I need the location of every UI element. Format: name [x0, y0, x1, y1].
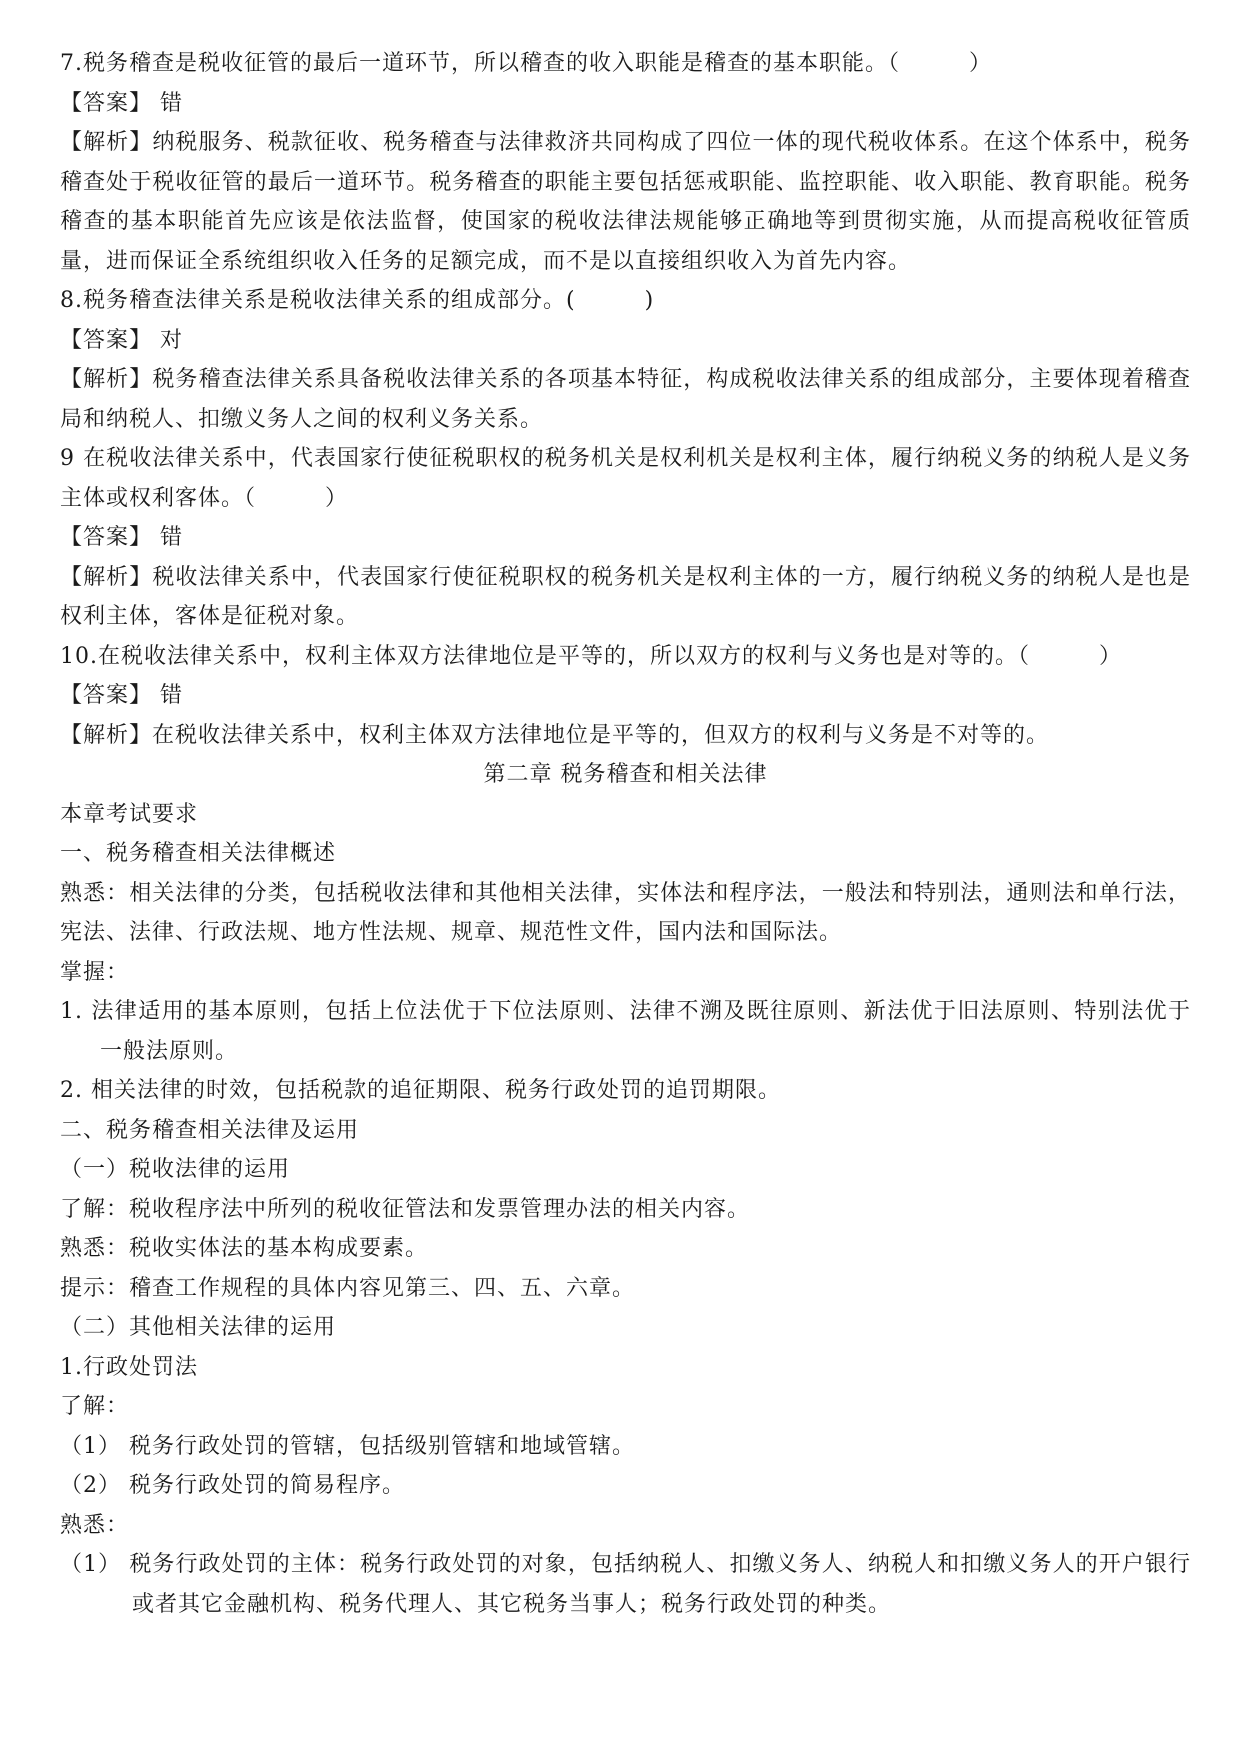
section-2-hint: 提示：稽查工作规程的具体内容见第三、四、五、六章。 [60, 1275, 636, 1301]
section-1-item-2: 2. 相关法律的时效，包括税款的追征期限、税务行政处罚的追罚期限。 [60, 1078, 781, 1103]
section-2-understand: 了解：税收程序法中所列的税收征管法和发票管理办法的相关内容。 [60, 1196, 751, 1222]
answer-7: 【答案】 错 [60, 90, 183, 116]
admin-penalty-understand-1: （1） 税务行政处罚的管辖，包括级别管辖和地域管辖。 [60, 1433, 635, 1459]
admin-penalty-understand: 了解： [60, 1394, 130, 1419]
analysis-10: 【解析】在税收法律关系中，权利主体双方法律地位是平等的，但双方的权利与义务是不对等的。 [60, 722, 1050, 748]
answer-8: 【答案】 对 [60, 327, 183, 353]
section-1-item-1: 1. 法律适用的基本原则，包括上位法优于下位法原则、法律不溯及既往原则、新法优于旧法原则、特别法优于一般法原则。 [60, 999, 1191, 1064]
section-1-heading: 一、税务稽查相关法律概述 [60, 841, 337, 866]
section-2-sub-1: （一）税收法律的运用 [60, 1157, 291, 1182]
question-9: 9 在税收法律关系中，代表国家行使征税职权的税务机关是权利机关是权利主体，履行纳税义务的纳税人是义务主体或权利客体。（ ） [60, 446, 1191, 511]
analysis-9: 【解析】税收法律关系中，代表国家行使征税职权的税务机关是权利主体的一方，履行纳税义务的纳税人是也是权利主体，客体是征税对象。 [60, 564, 1191, 629]
exam-requirements-heading: 本章考试要求 [60, 801, 199, 827]
analysis-8: 【解析】税务稽查法律关系具备税收法律关系的各项基本特征，构成税收法律关系的组成部分，主要体现着稽查局和纳税人、扣缴义务人之间的权利义务关系。 [60, 367, 1191, 432]
section-2-heading: 二、税务稽查相关法律及运用 [60, 1117, 360, 1143]
question-8: 8.税务稽查法律关系是税收法律关系的组成部分。( ) [60, 288, 655, 313]
admin-penalty-familiar: 熟悉： [60, 1512, 130, 1538]
answer-10: 【答案】 错 [60, 683, 183, 708]
question-7: 7.税务稽查是税收征管的最后一道环节，所以稽查的收入职能是稽查的基本职能。（ ） [60, 51, 992, 76]
analysis-7: 【解析】纳税服务、税款征收、税务稽查与法律救济共同构成了四位一体的现代税收体系。在这个体系中，税务稽查处于税收征管的最后一道环节。税务稽查的职能主要包括惩戒职能、监控职能、收入职能、教育职能。税务稽查的基本职能首先应该是依法监督，使国家的税收法律法规能够正确地等到贯彻实施，从而提高税收征管质量，进而保证全系统组织收入任务的足额完成，而不是以直接组织收入为首先内容。 [60, 130, 1191, 274]
section-2-familiar: 熟悉：税收实体法的基本构成要素。 [60, 1236, 429, 1261]
admin-penalty-understand-2: （2） 税务行政处罚的简易程序。 [60, 1473, 405, 1498]
section-2-sub-2: （二）其他相关法律的运用 [60, 1315, 337, 1340]
admin-penalty-familiar-1: （1） 税务行政处罚的主体：税务行政处罚的对象，包括纳税人、扣缴义务人、纳税人和扣缴义务人的开户银行或者其它金融机构、税务代理人、其它税务当事人；税务行政处罚的种类。 [60, 1552, 1191, 1617]
chapter-title: 第二章 税务稽查和相关法律 [483, 762, 768, 787]
section-1-master: 掌握： [60, 959, 130, 985]
answer-9: 【答案】 错 [60, 525, 183, 550]
section-1-familiar: 熟悉：相关法律的分类，包括税收法律和其他相关法律，实体法和程序法，一般法和特别法，通则法和单行法，宪法、法律、行政法规、地方性法规、规章、规范性文件，国内法和国际法。 [60, 880, 1191, 945]
question-10: 10.在税收法律关系中，权利主体双方法律地位是平等的，所以双方的权利与义务也是对等的。（ ） [60, 643, 1122, 669]
admin-penalty-heading: 1.行政处罚法 [60, 1354, 198, 1380]
